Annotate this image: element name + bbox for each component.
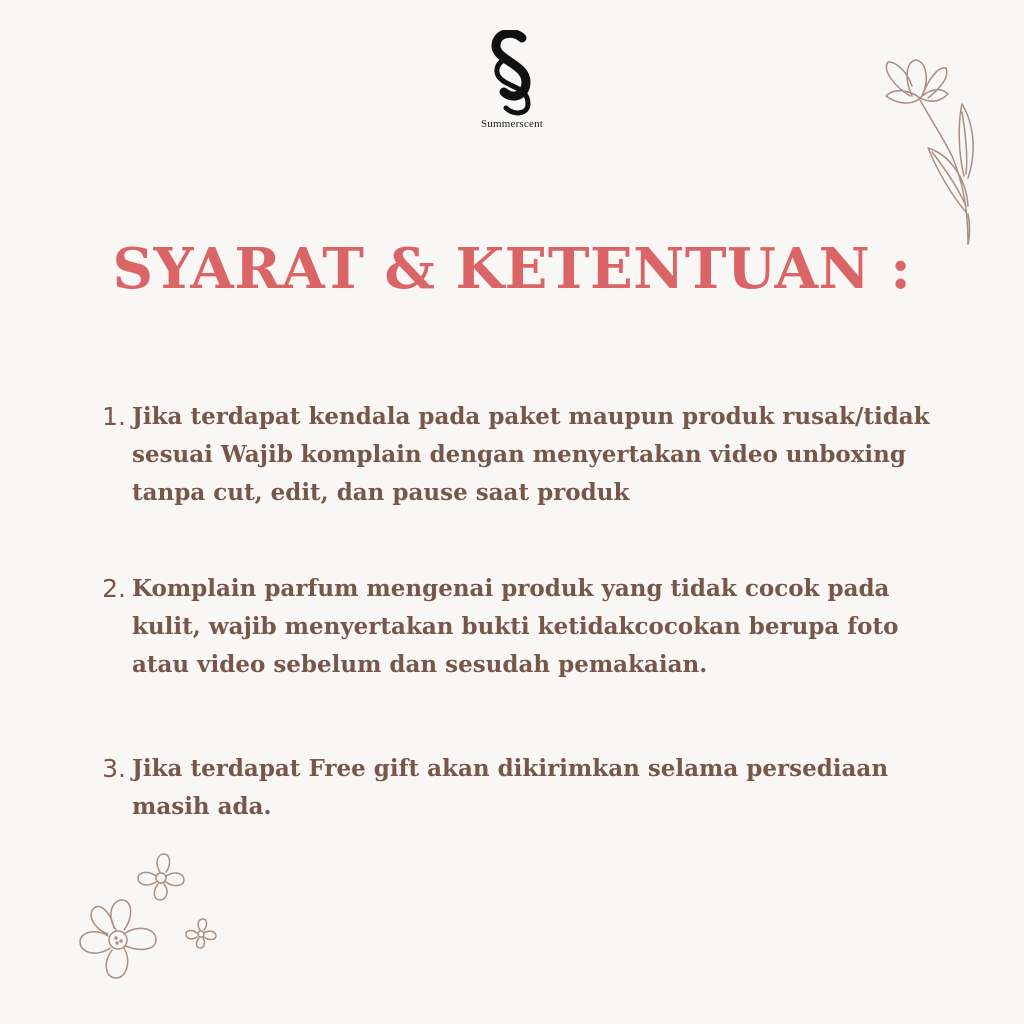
term-number: 1. xyxy=(102,402,126,431)
term-item xyxy=(80,398,960,512)
tulip-flower-icon xyxy=(872,56,992,248)
term-item xyxy=(80,570,960,684)
brand-name: Summerscent xyxy=(480,118,544,130)
term-number: 2. xyxy=(102,574,126,603)
page-title: SYARAT & KETENTUAN : xyxy=(112,236,912,302)
term-text: Jika terdapat kendala pada paket maupun produk rusak/tidak sesuai Wajib komplain dengan menyertakan video unboxing tanpa cut, edit, dan pause saat produk xyxy=(132,403,930,506)
brand-monogram-icon xyxy=(482,30,542,116)
term-number: 3. xyxy=(102,754,126,783)
term-text: Komplain parfum mengenai produk yang tidak cocok pada kulit, wajib menyertakan bukti ketidakcocokan berupa foto atau video sebelum dan sesudah pemakaian. xyxy=(132,575,899,678)
term-item xyxy=(80,750,960,826)
brand-logo xyxy=(462,30,562,130)
term-text: Jika terdapat Free gift akan dikirimkan selama persediaan masih ada. xyxy=(132,755,889,820)
blossom-flowers-icon xyxy=(64,852,228,984)
